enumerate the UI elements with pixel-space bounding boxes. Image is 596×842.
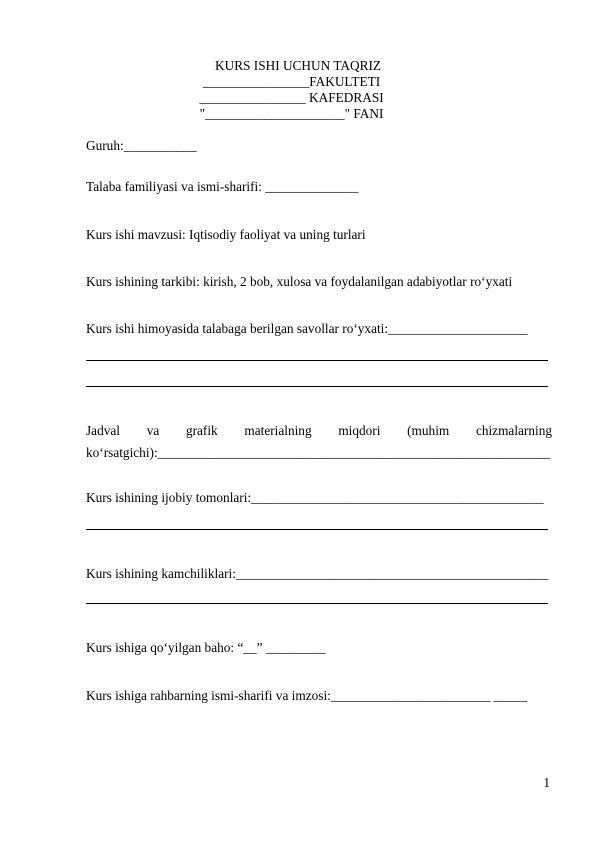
topic-field: Kurs ishi mavzusi: Iqtisodiy faoliyat va uning turlari <box>86 227 366 242</box>
subject-line: "_____________________" FANI <box>199 106 384 121</box>
questions-field: Kurs ishi himoyasida talabaga berilgan savollar ro‘yxati:_____________________ <box>86 321 528 336</box>
graphics-word: materialning <box>244 423 312 438</box>
graphics-field-line-1 <box>86 423 552 439</box>
student-name-field: Talaba familiyasi va ismi-sharifi: ______________ <box>86 179 359 194</box>
department-line: ________________ KAFEDRASI <box>199 90 384 105</box>
supervisor-field: Kurs ishiga rahbarning ismi-sharifi va imzosi:________________________ _____ <box>86 688 527 703</box>
graphics-field-line-2: ko‘rsatgichi):___________________________________________________________ <box>86 445 550 460</box>
questions-blank-line-2 <box>86 386 548 387</box>
page-number: 1 <box>543 775 550 790</box>
questions-blank-line-1 <box>86 360 548 361</box>
shortcomings-blank-line <box>86 603 548 604</box>
structure-field: Kurs ishining tarkibi: kirish, 2 bob, xulosa va foydalanilgan adabiyotlar ro‘yxati <box>86 274 513 289</box>
group-field: Guruh:___________ <box>86 138 197 153</box>
graphics-word: Jadval <box>86 423 120 438</box>
shortcomings-field: Kurs ishining kamchiliklari:_______________________________________________ <box>86 566 549 581</box>
graphics-word: va <box>146 423 160 438</box>
positive-blank-line <box>86 529 548 530</box>
graphics-word: (muhim <box>407 423 450 438</box>
graphics-word: grafik <box>185 423 218 438</box>
graphics-word: miqdori <box>338 423 381 438</box>
faculty-line: ________________FAKULTETI <box>202 74 381 89</box>
grade-field: Kurs ishiga qo‘yilgan baho: “__” _________ <box>86 640 326 655</box>
positive-aspects-field: Kurs ishining ijobiy tomonlari:____________________________________________ <box>86 490 544 505</box>
review-title: KURS ISHI UCHUN TAQRIZ <box>214 58 382 73</box>
graphics-word: chizmalarning <box>475 423 552 438</box>
